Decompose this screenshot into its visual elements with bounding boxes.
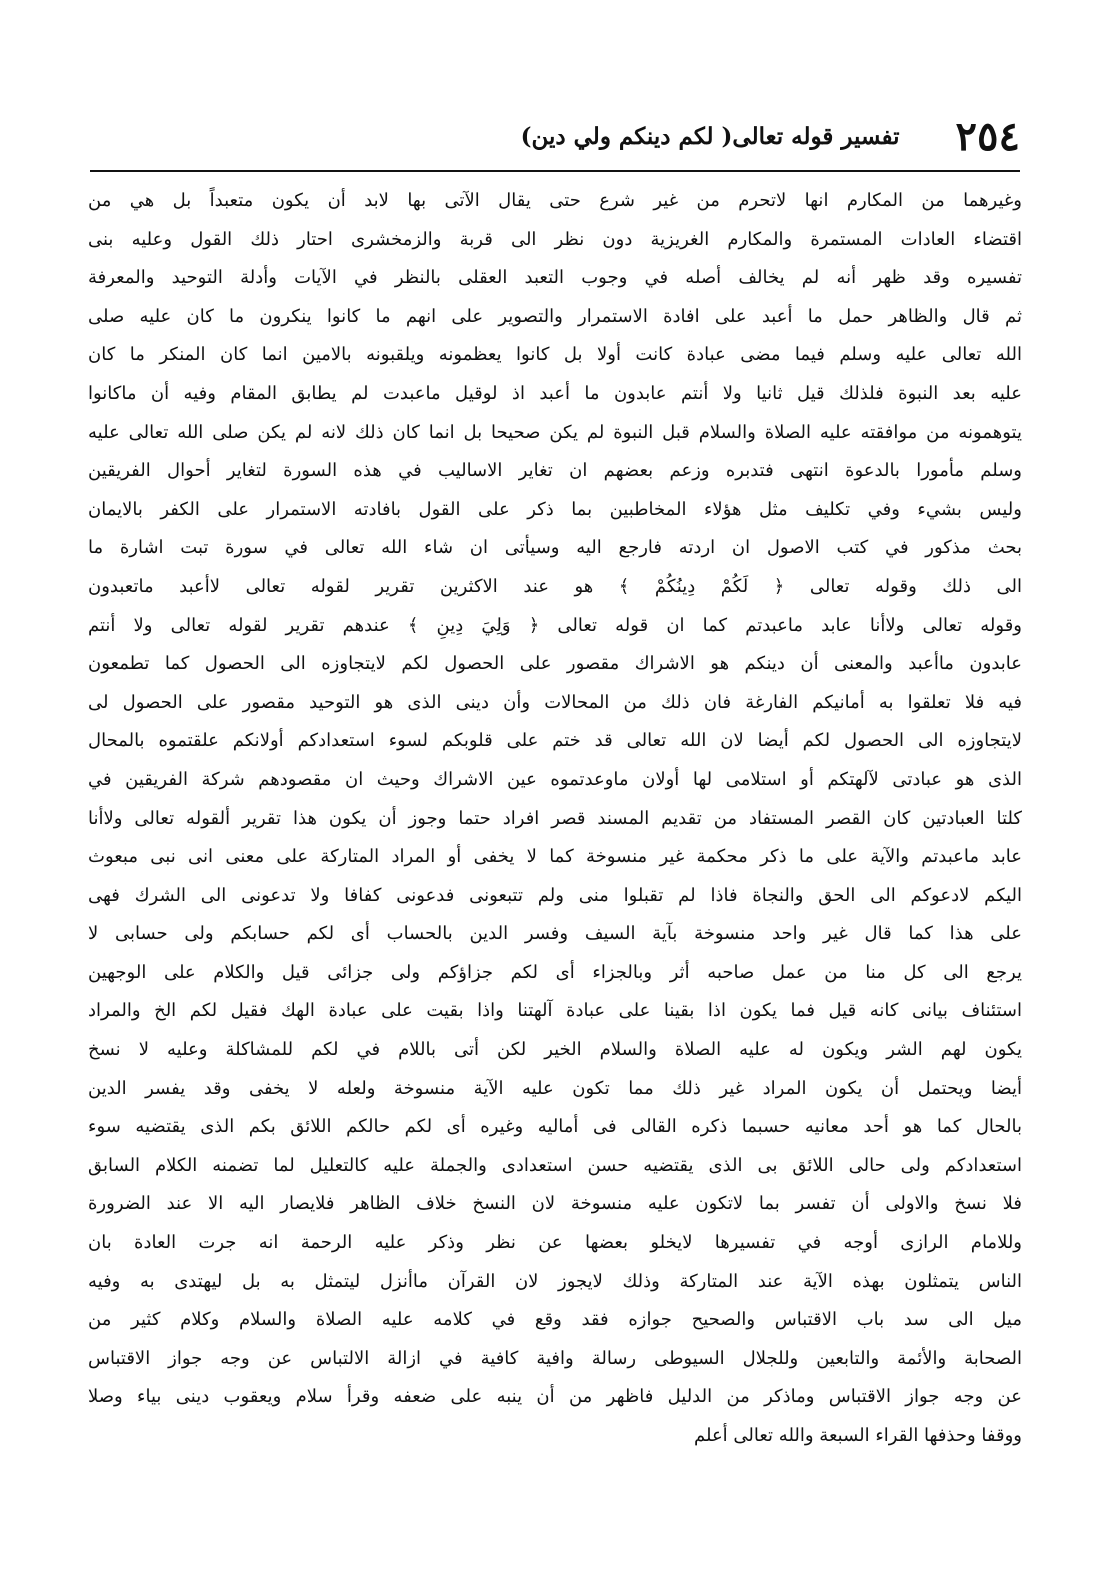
text-line: الى ذلك وقوله تعالى ﴿ لَكُمْ دِينُكُمْ ﴾ هو عند الاكثرين تقرير لقوله تعالى لاأعبد ماتعبدون bbox=[88, 575, 1022, 597]
text-line: تفسيره وقد ظهر أنه لم يخالف أصله في وجوب التعبد العقلى بالنظر في الآيات وأدلة التوحيد والمعرفة bbox=[88, 267, 1022, 289]
text-line: يكون لهم الشر ويكون له عليه الصلاة والسلام الخير لكن أتى باللام في لكم للمشاكلة وعليه لا نسخ bbox=[88, 1039, 1022, 1061]
text-line: وقوله تعالى ولاأنا عابد ماعبدتم كما ان قوله تعالى ﴿ وَلِيَ دِينِ ﴾ عندهم تقرير لقوله تعالى ولا أنتم bbox=[88, 614, 1022, 636]
text-line: بالحال كما هو أحد معانيه حسبما ذكره القالى فى أماليه وغيره أى لكم حالكم اللائق بكم الذى يقتضيه سوء bbox=[88, 1116, 1022, 1138]
text-line: الصحابة والأئمة والتابعين وللجلال السيوطى رسالة وافية كافية في ازالة الالتباس عن وجه جواز الاقتباس bbox=[88, 1347, 1022, 1369]
text-line: ميل الى سد باب الاقتباس والصحيح جوازه فقد وقع في كلامه عليه الصلاة والسلام وكلام كثير من bbox=[88, 1309, 1022, 1331]
text-line: فيه فلا تعلقوا به أمانيكم الفارغة فان ذلك من المحالات وأن دينى الذى هو التوحيد مقصور على الحصول لى bbox=[88, 691, 1022, 713]
text-line: وليس بشيء وفي تكليف مثل هؤلاء المخاطبين بما ذكر على القول بافادته الاستمرار على الكفر بالايمان bbox=[88, 498, 1022, 520]
text-line: كلتا العبادتين كان القصر المستفاد من تقديم المسند قصر افراد حتما وجوز أن يكون هذا تقرير ألقوله تعالى ولاأنا bbox=[88, 807, 1022, 829]
text-line: وسلم مأمورا بالدعوة انتهى فتدبره وزعم بعضهم ان تغاير الاساليب في هذه السورة لتغاير أحوال الفريقين bbox=[88, 460, 1022, 482]
text-line: ثم قال والظاهر حمل ما أعبد على افادة الاستمرار والتصوير على انهم ما كانوا ينكرون ما كان عليه صلى bbox=[88, 305, 1022, 327]
text-line: ووقفا وحذفها القراء السبعة والله تعالى أعلم bbox=[694, 1425, 1022, 1446]
text-line: فلا نسخ والاولى أن تفسر بما لاتكون عليه منسوخة لان النسخ خلاف الظاهر فلايصار اليه الا عند الضرورة bbox=[88, 1193, 1022, 1215]
header-rule bbox=[90, 170, 1020, 172]
text-line: لايتجاوزه الى الحصول لكم أيضا لان الله تعالى قد ختم على قلوبكم لسوء استعدادكم أولانكم علقتموه بالمحال bbox=[88, 730, 1022, 752]
text-line: عابدون ماأعبد والمعنى أن دينكم هو الاشراك مقصور على الحصول لكم لايتجاوزه الى الحصول كما تطمعون bbox=[88, 653, 1022, 675]
text-line: الناس يتمثلون بهذه الآية عند المتاركة وذلك لايجوز لان القرآن ماأنزل ليتمثل به بل ليهتدى به وفيه bbox=[88, 1270, 1022, 1292]
text-line: عن وجه جواز الاقتباس وماذكر من الدليل فاظهر من أن ينبه على ضعفه وقرأ سلام ويعقوب دينى بياء وصلا bbox=[88, 1386, 1022, 1408]
text-line: استئناف بيانى كانه قيل فما يكون اذا بقينا على عبادة آلهتنا واذا بقيت على عبادة الهك فقيل لكم الخ والمراد bbox=[88, 1000, 1022, 1022]
text-line: الله تعالى عليه وسلم فيما مضى عبادة كانت أولا بل كانوا يعظمونه ويلقبونه بالامين انما كان المنكر ما كان bbox=[88, 344, 1022, 366]
running-title: تفسير قوله تعالى( لكم دينكم ولي دين) bbox=[520, 122, 900, 150]
text-line: بحث مذكور في كتب الاصول ان اردته فارجع اليه وسيأتى ان شاء الله تعالى في سورة تبت اشارة ما bbox=[88, 537, 1022, 559]
text-line: وللامام الرازى أوجه في تفسيرها لايخلو بعضها عن نظر وذكر عليه الرحمة انه جرت العادة بان bbox=[88, 1232, 1022, 1254]
text-line: الذى هو عبادتى لآلهتكم أو استلامى لها أولان ماوعدتموه عين الاشراك وحيث ان مقصودهم شركة الفريقين في bbox=[88, 768, 1022, 790]
text-line: عليه بعد النبوة فلذلك قيل ثانيا ولا أنتم عابدون ما أعبد اذ لوقيل ماعبدت لم يطابق المقام وفيه أن ماكانوا bbox=[88, 382, 1022, 404]
body-text bbox=[88, 182, 1022, 1456]
text-line: يتوهمونه من موافقته عليه الصلاة والسلام قبل النبوة لم يكن صحيحا بل انما كان ذلك لانه لم يكن صلى الله تعالى عليه bbox=[88, 421, 1022, 443]
page-header bbox=[90, 108, 1040, 164]
text-line: أيضا ويحتمل أن يكون المراد غير ذلك مما تكون عليه الآية منسوخة ولعله لا يخفى وقد يفسر الدين bbox=[88, 1077, 1022, 1099]
text-line: اليكم لادعوكم الى الحق والنجاة فاذا لم تقبلوا منى ولم تتبعونى فدعونى كفافا ولا تدعونى الى الشرك فهى bbox=[88, 884, 1022, 906]
text-line: اقتضاء العادات المستمرة والمكارم الغريزية دون نظر الى قربة والزمخشرى احتار ذلك القول وعليه بنى bbox=[88, 228, 1022, 250]
text-line: يرجع الى كل منا من عمل صاحبه أثر وبالجزاء أى لكم جزاؤكم ولى جزائى قيل والكلام على الوجهين bbox=[88, 961, 1022, 983]
text-line: وغيرهما من المكارم انها لاتحرم من غير شرع حتى يقال الآتى بها لابد أن يكون متعبداً بل هي من bbox=[88, 190, 1022, 211]
text-line: استعدادكم ولى حالى اللائق بى الذى يقتضيه حسن استعدادى والجملة عليه كالتعليل لما تضمنه الكلام السابق bbox=[88, 1154, 1022, 1176]
text-line: على هذا كما قال غير واحد منسوخة بآية السيف وفسر الدين بالحساب أى لكم حسابكم ولى حسابى لا bbox=[88, 923, 1022, 945]
text-line: عابد ماعبدتم والآية على ما ذكر محكمة غير منسوخة كما لا يخفى أو المراد المتاركة على معنى انى نبى مبعوث bbox=[88, 846, 1022, 868]
page-number: ٢٥٤ bbox=[955, 112, 1020, 160]
